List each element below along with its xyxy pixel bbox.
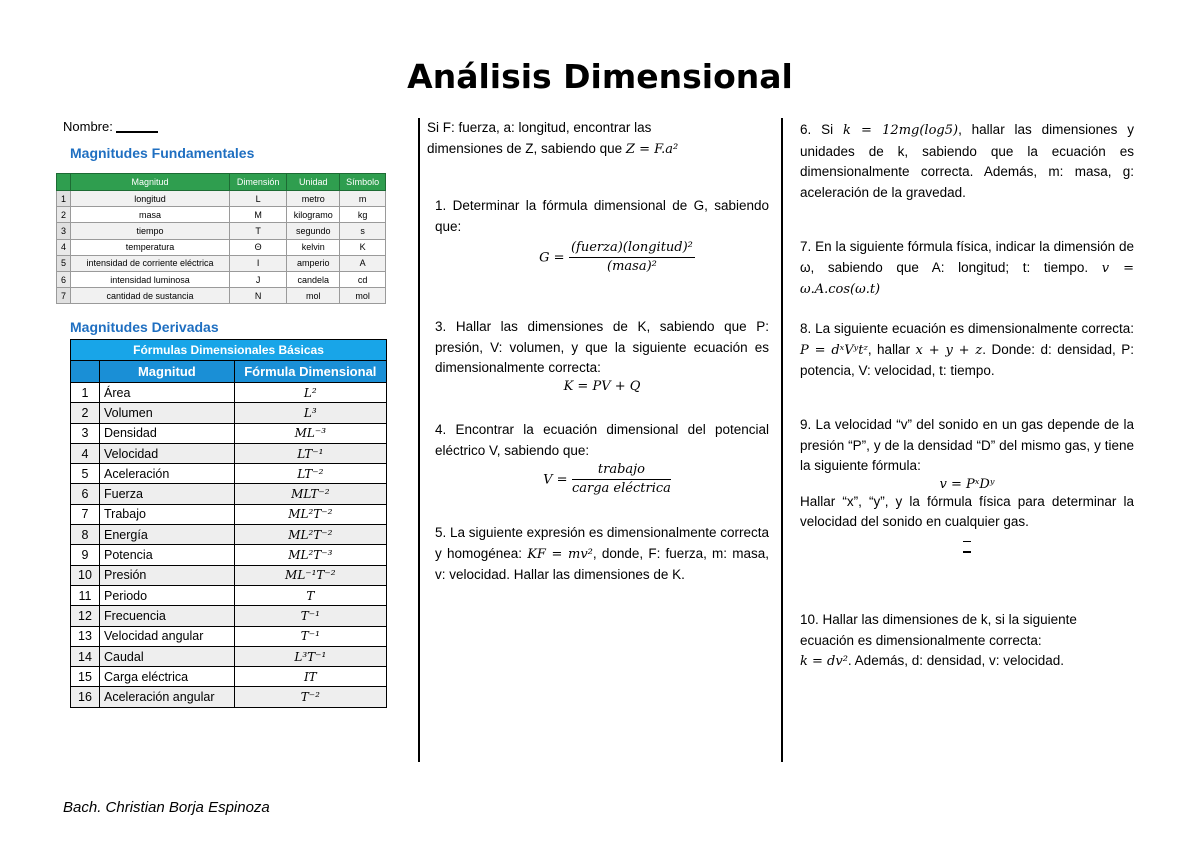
- table-cell: Caudal: [100, 646, 235, 666]
- table-cell: masa: [71, 207, 230, 223]
- table-cell: 5: [71, 464, 100, 484]
- table-cell: 7: [71, 504, 100, 524]
- table-cell: 10: [71, 565, 100, 585]
- exercise-3-formula: K = PV + Q: [563, 378, 641, 394]
- dimensional-formula-cell: ML²T⁻²: [234, 525, 386, 545]
- table-cell: 11: [71, 585, 100, 605]
- table-header-blank: [71, 361, 100, 383]
- dimensional-formula-cell: LT⁻²: [234, 464, 386, 484]
- table-row: [71, 504, 387, 524]
- table-cell: segundo: [287, 223, 340, 239]
- table-cell: 3: [57, 223, 71, 239]
- table-cell: Trabajo: [100, 504, 235, 524]
- table-row: [71, 646, 387, 666]
- table-cell: Θ: [230, 239, 287, 255]
- table-row: [57, 288, 386, 304]
- table-header: Unidad: [287, 174, 340, 191]
- table-row: [71, 383, 387, 403]
- exercise-10-text-post: . Además, d: densidad, v: velocidad.: [847, 653, 1065, 668]
- dimensional-formula-cell: ML⁻¹T⁻²: [234, 565, 386, 585]
- exercise-9: [800, 415, 1134, 553]
- exercise-7-text: 7. En la siguiente fórmula física, indicar la dimensión de ω, sabiendo que A: longitud; t: tiempo.: [800, 239, 1134, 275]
- name-label: Nombre:: [63, 119, 113, 134]
- answer-line: [963, 535, 971, 542]
- table-cell: Volumen: [100, 403, 235, 423]
- table-cell: intensidad luminosa: [71, 271, 230, 287]
- table-header: Dimensión: [230, 174, 287, 191]
- exercise-7-formula: v = ω.A.cos(ω.t): [800, 260, 1134, 297]
- fraction-numerator: trabajo: [572, 461, 671, 480]
- exercise-8-formula: P = dˣVʸtᶻ: [800, 342, 868, 358]
- table-row: [71, 464, 387, 484]
- exercise-3: [435, 317, 769, 394]
- table-row: [71, 443, 387, 463]
- exercise-10: [800, 610, 1134, 673]
- table-cell: s: [340, 223, 386, 239]
- dimensional-formula-cell: ML⁻³: [234, 423, 386, 443]
- table-cell: 12: [71, 606, 100, 626]
- table-cell: 2: [71, 403, 100, 423]
- table-cell: temperatura: [71, 239, 230, 255]
- table-cell: L: [230, 191, 287, 207]
- exercise-6-text: 6. Si: [800, 122, 834, 137]
- exercise-4-formula: [435, 461, 769, 498]
- exercise-5: [435, 523, 769, 586]
- table-header-blank: [57, 174, 71, 191]
- exercise-8-formula-sum: x + y + z: [915, 342, 983, 358]
- table-cell: 2: [57, 207, 71, 223]
- table-cell: A: [340, 255, 386, 271]
- table-header: Magnitud: [100, 361, 235, 383]
- table-row: [71, 525, 387, 545]
- table-title: Fórmulas Dimensionales Básicas: [71, 340, 387, 361]
- dimensional-formula-cell: T: [234, 585, 386, 605]
- exercise-1: [435, 196, 769, 276]
- exercise-8: [800, 319, 1134, 382]
- table-cell: K: [340, 239, 386, 255]
- table-header: Magnitud: [71, 174, 230, 191]
- table-row: [71, 585, 387, 605]
- exercise-6-formula: k = 12mg(log5): [842, 123, 959, 138]
- table-row: [71, 667, 387, 687]
- table-cell: Potencia: [100, 545, 235, 565]
- table-cell: Periodo: [100, 585, 235, 605]
- exercise-4: [435, 420, 769, 498]
- dimensional-formula-cell: T⁻²: [234, 687, 386, 707]
- column-divider-right: [781, 118, 783, 762]
- exercise-6: [800, 120, 1134, 203]
- intro-statement: [427, 118, 727, 160]
- exercise-1-text: 1. Determinar la fórmula dimensional de G, sabiendo que:: [435, 198, 769, 234]
- table-cell: tiempo: [71, 223, 230, 239]
- table-cell: Densidad: [100, 423, 235, 443]
- exercise-8-text: 8. La siguiente ecuación es dimensionalmente correcta:: [800, 321, 1134, 336]
- table-cell: 4: [57, 239, 71, 255]
- author-name: Bach. Christian Borja Espinoza: [63, 799, 270, 816]
- table-cell: mol: [287, 288, 340, 304]
- table-cell: Área: [100, 383, 235, 403]
- derived-magnitudes-heading: Magnitudes Derivadas: [70, 319, 219, 335]
- table-cell: T: [230, 223, 287, 239]
- table-cell: I: [230, 255, 287, 271]
- intro-text: Si F: fuerza, a: longitud, encontrar las dimensiones de Z, sabiendo que: [427, 120, 652, 156]
- table-cell: J: [230, 271, 287, 287]
- table-cell: 14: [71, 646, 100, 666]
- table-row: [71, 565, 387, 585]
- table-row: [57, 255, 386, 271]
- dimensional-formula-cell: MLT⁻²: [234, 484, 386, 504]
- table-cell: Velocidad angular: [100, 626, 235, 646]
- exercise-5-formula: KF = mv²: [527, 546, 593, 562]
- exercise-9-text: 9. La velocidad “v” del sonido en un gas depende de la presión “P”, y de la densidad “D” del mismo gas, y tiene la siguiente fórmula:: [800, 417, 1134, 473]
- table-cell: M: [230, 207, 287, 223]
- table-row: [57, 207, 386, 223]
- table-cell: Fuerza: [100, 484, 235, 504]
- table-cell: 5: [57, 255, 71, 271]
- answer-blank-lines: [800, 535, 1134, 553]
- dimensional-formula-cell: IT: [234, 667, 386, 687]
- exercise-10-formula: k = dv²: [800, 654, 848, 669]
- table-cell: kilogramo: [287, 207, 340, 223]
- dimensional-formula-cell: L³T⁻¹: [234, 646, 386, 666]
- table-cell: Aceleración: [100, 464, 235, 484]
- table-cell: 15: [71, 667, 100, 687]
- table-cell: Carga eléctrica: [100, 667, 235, 687]
- table-cell: m: [340, 191, 386, 207]
- derived-magnitudes-table: [70, 339, 387, 708]
- dimensional-formula-cell: ML²T⁻³: [234, 545, 386, 565]
- table-cell: amperio: [287, 255, 340, 271]
- exercise-1-lhs: G =: [539, 250, 565, 266]
- table-cell: mol: [340, 288, 386, 304]
- table-cell: 1: [71, 383, 100, 403]
- exercise-5-text-post: , donde, F: fuerza, m: masa, v: velocidad. Hallar las dimensiones de K.: [435, 545, 769, 582]
- exercise-8-text-post: . Donde: d: densidad, P: potencia, V: velocidad, t: tiempo.: [800, 341, 1134, 378]
- dimensional-formula-cell: T⁻¹: [234, 606, 386, 626]
- fundamental-magnitudes-heading: Magnitudes Fundamentales: [70, 145, 255, 161]
- table-header: Fórmula Dimensional: [234, 361, 386, 383]
- table-cell: Aceleración angular: [100, 687, 235, 707]
- table-cell: 1: [57, 191, 71, 207]
- fraction: [572, 461, 671, 498]
- dimensional-formula-cell: L²: [234, 383, 386, 403]
- table-cell: Frecuencia: [100, 606, 235, 626]
- fundamental-magnitudes-table: [56, 173, 386, 304]
- exercise-1-formula: [435, 239, 769, 276]
- table-cell: 16: [71, 687, 100, 707]
- table-header: Símbolo: [340, 174, 386, 191]
- table-cell: 13: [71, 626, 100, 646]
- answer-line: [963, 545, 971, 553]
- table-cell: 6: [57, 271, 71, 287]
- dimensional-formula-cell: LT⁻¹: [234, 443, 386, 463]
- table-cell: 3: [71, 423, 100, 443]
- table-row: [57, 271, 386, 287]
- table-cell: Presión: [100, 565, 235, 585]
- table-cell: metro: [287, 191, 340, 207]
- table-cell: Velocidad: [100, 443, 235, 463]
- table-cell: 9: [71, 545, 100, 565]
- fraction-denominator: (masa)²: [607, 259, 657, 274]
- page-title: Análisis Dimensional: [407, 57, 793, 96]
- dimensional-formula-cell: T⁻¹: [234, 626, 386, 646]
- table-row: [71, 545, 387, 565]
- table-row: [71, 687, 387, 707]
- table-row: [57, 223, 386, 239]
- table-row: [71, 423, 387, 443]
- table-cell: intensidad de corriente eléctrica: [71, 255, 230, 271]
- table-row: [57, 239, 386, 255]
- table-cell: cantidad de sustancia: [71, 288, 230, 304]
- table-cell: cd: [340, 271, 386, 287]
- exercise-3-text: 3. Hallar las dimensiones de K, sabiendo que P: presión, V: volumen, y que la siguiente ecuación es dimensionalmente correcta:: [435, 319, 769, 375]
- name-blank-line: [116, 131, 158, 133]
- table-cell: Energía: [100, 525, 235, 545]
- exercise-9-question: Hallar “x”, “y”, y la fórmula física para determinar la velocidad del sonido en cualquier gas.: [800, 493, 1134, 529]
- table-cell: candela: [287, 271, 340, 287]
- table-row: [71, 484, 387, 504]
- exercise-4-text: 4. Encontrar la ecuación dimensional del potencial eléctrico V, sabiendo que:: [435, 422, 769, 458]
- table-cell: longitud: [71, 191, 230, 207]
- table-cell: 7: [57, 288, 71, 304]
- fraction-denominator: carga eléctrica: [571, 481, 671, 496]
- fraction: [569, 239, 695, 276]
- table-cell: N: [230, 288, 287, 304]
- fraction-numerator: (fuerza)(longitud)²: [569, 239, 695, 258]
- exercise-9-formula: v = PˣDʸ: [939, 476, 995, 492]
- table-row: [57, 191, 386, 207]
- column-divider-left: [418, 118, 420, 762]
- exercise-7: [800, 237, 1134, 301]
- exercise-10-text: 10. Hallar las dimensiones de k, si la siguiente ecuación es dimensionalmente correcta:: [800, 612, 1077, 648]
- table-row: [71, 606, 387, 626]
- exercise-4-lhs: V =: [543, 472, 568, 488]
- table-cell: kg: [340, 207, 386, 223]
- intro-formula: Z = F.a²: [625, 141, 679, 157]
- table-row: [71, 626, 387, 646]
- table-cell: 8: [71, 525, 100, 545]
- exercise-5-text: 5. La siguiente expresión es dimensionalmente correcta y homogénea:: [435, 525, 769, 561]
- exercise-8-text-mid: , hallar: [867, 341, 911, 357]
- table-cell: 4: [71, 443, 100, 463]
- table-cell: 6: [71, 484, 100, 504]
- exercise-6-text-post: , hallar las dimensiones y unidades de k, sabiendo que la ecuación es dimensionalmente correcta. Además, m: masa, g: aceleración de la gravedad.: [800, 122, 1134, 200]
- dimensional-formula-cell: L³: [234, 403, 386, 423]
- name-field[interactable]: [63, 119, 158, 134]
- table-cell: kelvin: [287, 239, 340, 255]
- dimensional-formula-cell: ML²T⁻²: [234, 504, 386, 524]
- table-row: [71, 403, 387, 423]
